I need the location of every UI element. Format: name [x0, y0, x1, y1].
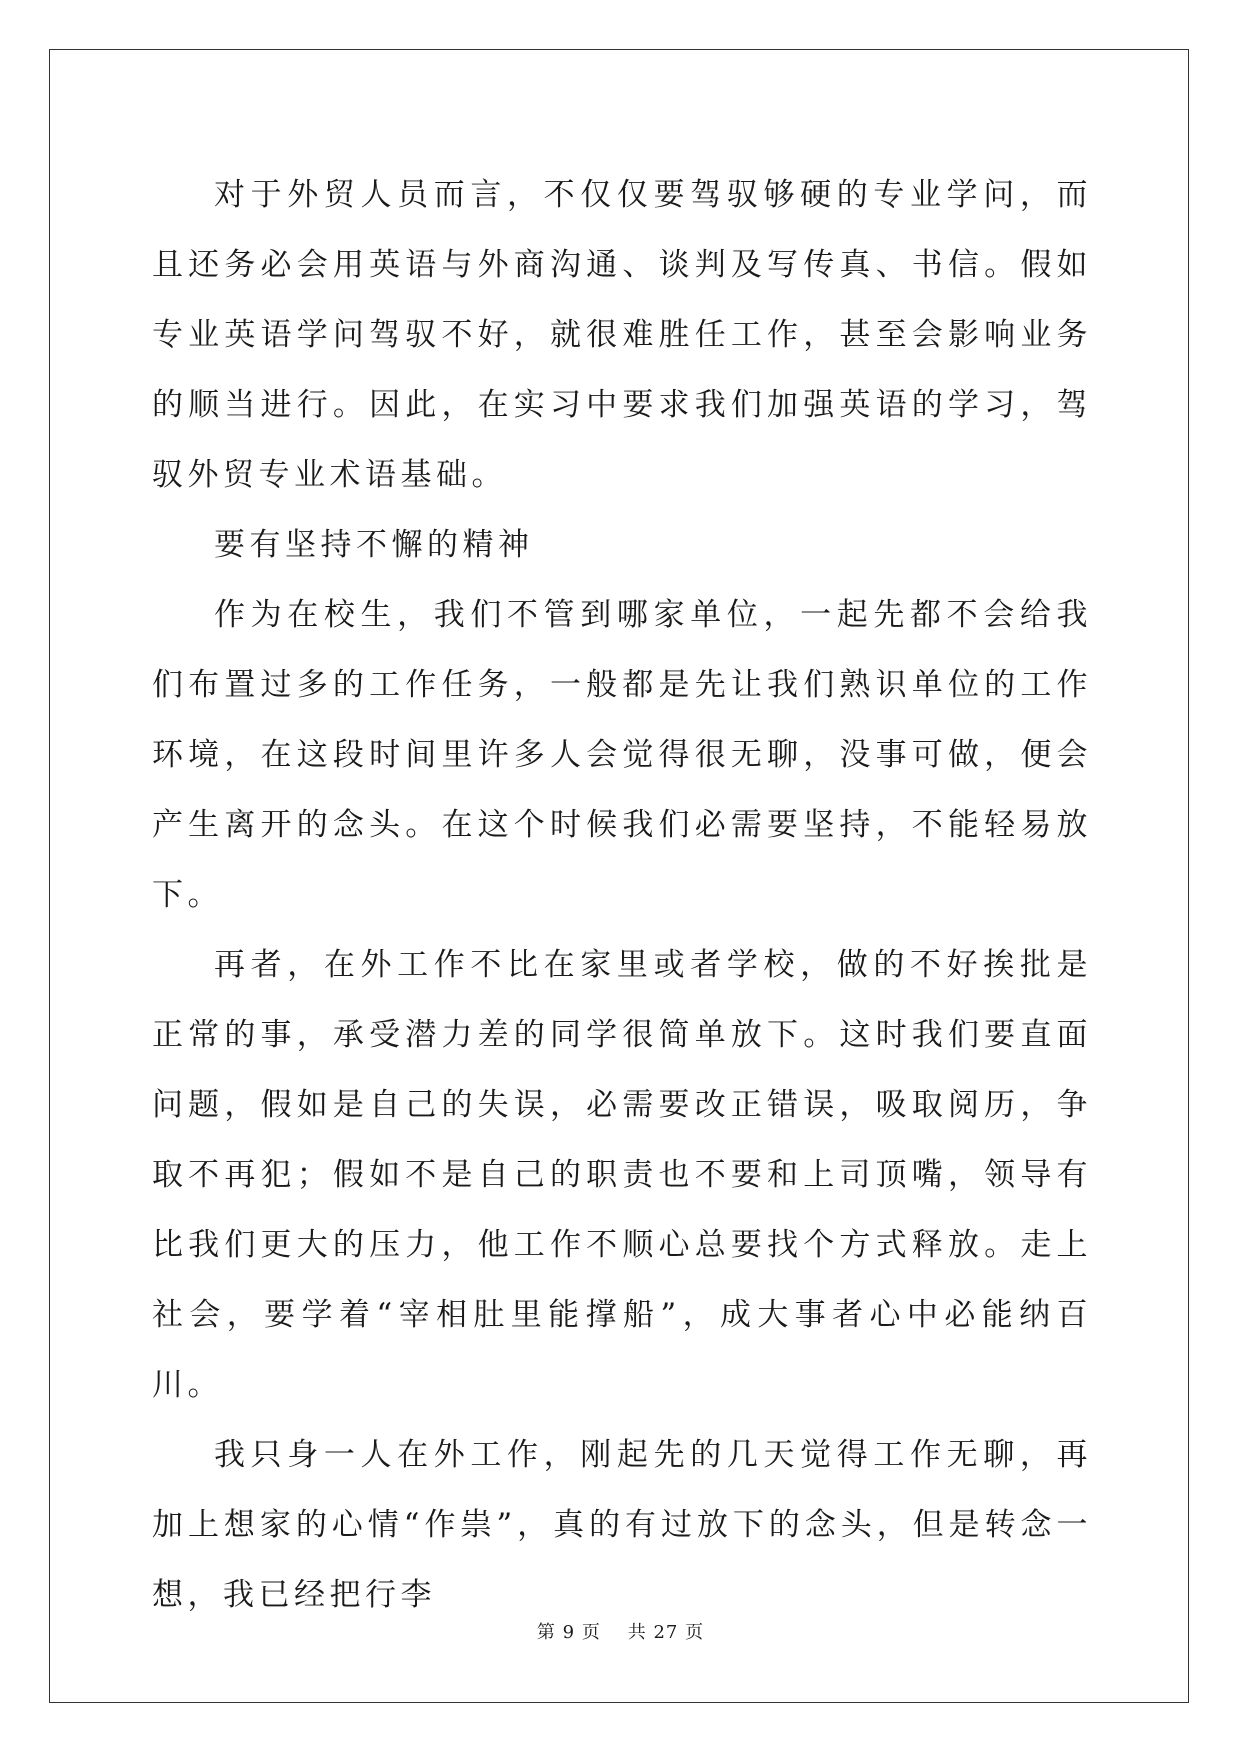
paragraph-english-skills: 对于外贸人员而言，不仅仅要驾驭够硬的专业学问，而且还务必会用英语与外商沟通、谈判及写传真、书信。假如专业英语学问驾驭不好，就很难胜任工作，甚至会影响业务的顺当进行。因此，在实习中要求我们加强英语的学习，驾驭外贸专业术语基础。 [152, 177, 1092, 493]
paragraph-pressure: 再者，在外工作不比在家里或者学校，做的不好挨批是正常的事，承受潜力差的同学很简单放下。这时我们要直面问题，假如是自己的失误，必需要改正错误，吸取阅历，争取不再犯；假如不是自己的职责也不要和上司顶嘴，领导有比我们更大的压力，他工作不顺心总要找个方式释放。走上社会，要学着“宰相肚里能撑船”，成大事者心中必能纳百川。 [152, 947, 1092, 1403]
page-footer [0, 1618, 1241, 1644]
page-number: 第 9 页 [536, 1622, 601, 1643]
document-body [152, 160, 1092, 1630]
paragraph-homesick: 我只身一人在外工作，刚起先的几天觉得工作无聊，再加上想家的心情“作祟”，真的有过放下的念头，但是转念一想，我已经把行李 [152, 1437, 1092, 1613]
paragraph-persistence: 作为在校生，我们不管到哪家单位，一起先都不会给我们布置过多的工作任务，一般都是先让我们熟识单位的工作环境，在这段时间里许多人会觉得很无聊，没事可做，便会产生离开的念头。在这个时候我们必需要坚持，不能轻易放下。 [152, 597, 1092, 913]
section-heading-perseverance: 要有坚持不懈的精神 [214, 527, 534, 563]
page-total: 共 27 页 [627, 1622, 705, 1643]
